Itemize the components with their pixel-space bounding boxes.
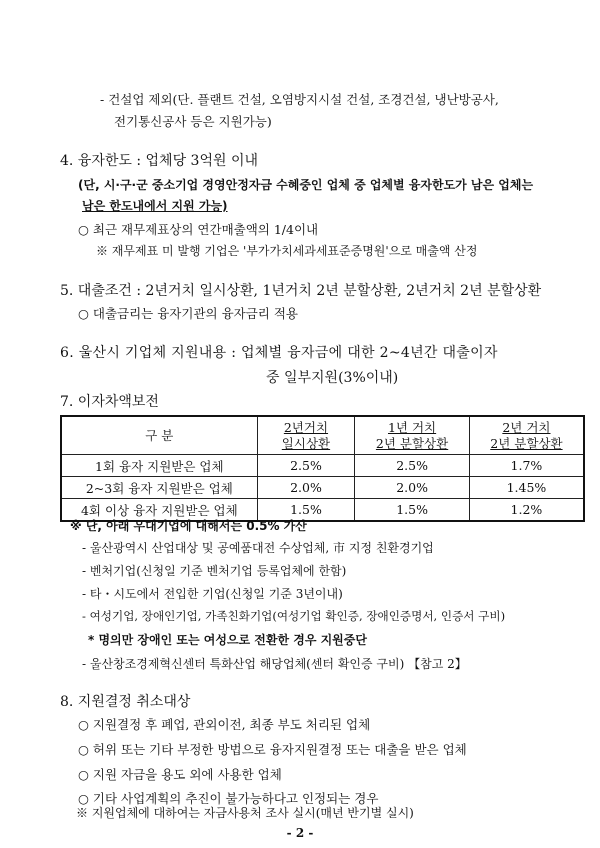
section-8-heading: 8. 지원결정 취소대상: [60, 694, 191, 710]
table-cell: 1회 융자 지원받은 업체: [61, 455, 257, 477]
page-number: - 2 -: [286, 826, 314, 840]
intro-line-1: - 건설업 제외(단. 플랜트 건설, 오염방지시설 건설, 조경건설, 냉난방공사,: [100, 92, 499, 107]
preferred-star-note: * 명의만 장애인 또는 여성으로 전환한 경우 지원중단: [88, 633, 367, 647]
table-header-col-3: [469, 416, 584, 455]
table-row: [61, 499, 584, 522]
table-cell: 2.5%: [355, 455, 470, 477]
table-header-col-1-text: 2년거치 일시상환: [281, 419, 331, 451]
table-header-category: 구 분: [61, 416, 257, 455]
table-header-col-2: [355, 416, 470, 455]
section-8-bullet-3: ○ 지원 자금을 용도 외에 사용한 업체: [78, 767, 282, 782]
table-cell: 1.5%: [355, 499, 470, 522]
preferred-item-1: - 울산광역시 산업대상 및 공예품대전 수상업체, 市 지정 친환경기업: [82, 541, 434, 555]
section-4-note-line-1: (단, 시·구·군 중소기업 경영안정자금 수혜중인 업체 중 업체별 융자한도가 남은 업체는: [78, 178, 534, 192]
section-5-heading: 5. 대출조건 : 2년거치 일시상환, 1년거치 2년 분할상환, 2년거치 2년 분할상환: [60, 283, 542, 299]
section-6-line-2: 중 일부지원(3%이내): [266, 370, 399, 386]
section-4-heading: 4. 융자한도 : 업체당 3억원 이내: [60, 153, 258, 169]
table-cell: 1.2%: [469, 499, 584, 522]
intro-line-2: 전기통신공사 등은 지원가능): [114, 114, 272, 129]
preferred-item-5: - 울산창조경제혁신센터 특화산업 해당업체(센터 확인증 구비) 【참고 2】: [82, 657, 467, 671]
table-header-row: [61, 416, 584, 455]
section-8-bullet-2: ○ 허위 또는 기타 부정한 방법으로 융자지원결정 또는 대출을 받은 업체: [78, 742, 467, 757]
table-cell: 1.7%: [469, 455, 584, 477]
section-7-heading: 7. 이자차액보전: [60, 394, 159, 410]
table-cell: 1.45%: [469, 477, 584, 499]
section-8-bullet-1: ○ 지원결정 후 폐업, 관외이전, 최종 부도 처리된 업체: [78, 717, 371, 732]
section-4-remark: ※ 재무제표 미 발행 기업은 '부가가치세과세표준증명원'으로 매출액 산정: [96, 244, 478, 258]
table-cell: 2.5%: [257, 455, 355, 477]
section-7-note: ※ 단, 아래 우대기업에 대해서는 0.5% 가산: [70, 519, 307, 533]
table-cell: 1.5%: [257, 499, 355, 522]
table-cell: 2.0%: [355, 477, 470, 499]
table-cell: 2.0%: [257, 477, 355, 499]
table-header-col-1: [257, 416, 355, 455]
section-8-bullet-4: ○ 기타 사업계획의 추진이 불가능하다고 인정되는 경우: [78, 791, 379, 806]
table-row: [61, 455, 584, 477]
section-5-bullet: ○ 대출금리는 융자기관의 융자금리 적용: [78, 306, 299, 321]
table-row: [61, 477, 584, 499]
section-8-remark: ※ 지원업체에 대하여는 자금사용처 조사 실시(매년 반기별 실시): [76, 806, 414, 820]
preferred-item-2: - 벤처기업(신청일 기준 벤처기업 등록업체에 한함): [82, 564, 347, 578]
table-cell: 4회 이상 융자 지원받은 업체: [61, 499, 257, 522]
section-4-bullet: ○ 최근 재무제표상의 연간매출액의 1/4이내: [78, 222, 319, 237]
section-6-line-1: 6. 울산시 기업체 지원내용 : 업체별 융자금에 대한 2~4년간 대출이자: [60, 345, 498, 361]
preferred-item-3: - 타・시도에서 전입한 기업(신청일 기준 3년이내): [82, 587, 343, 601]
table-header-col-2-text: 1년 거치 2년 분할상환: [375, 419, 449, 451]
section-4-note-line-2: 남은 한도내에서 지원 가능): [82, 199, 228, 213]
table-cell: 2~3회 융자 지원받은 업체: [61, 477, 257, 499]
interest-table: [60, 415, 585, 522]
table-header-col-3-text: 2년 거치 2년 분할상환: [490, 419, 563, 451]
preferred-item-4: - 여성기업, 장애인기업, 가족친화기업(여성기업 확인증, 장애인증명서, 인증서 구비): [82, 609, 506, 623]
